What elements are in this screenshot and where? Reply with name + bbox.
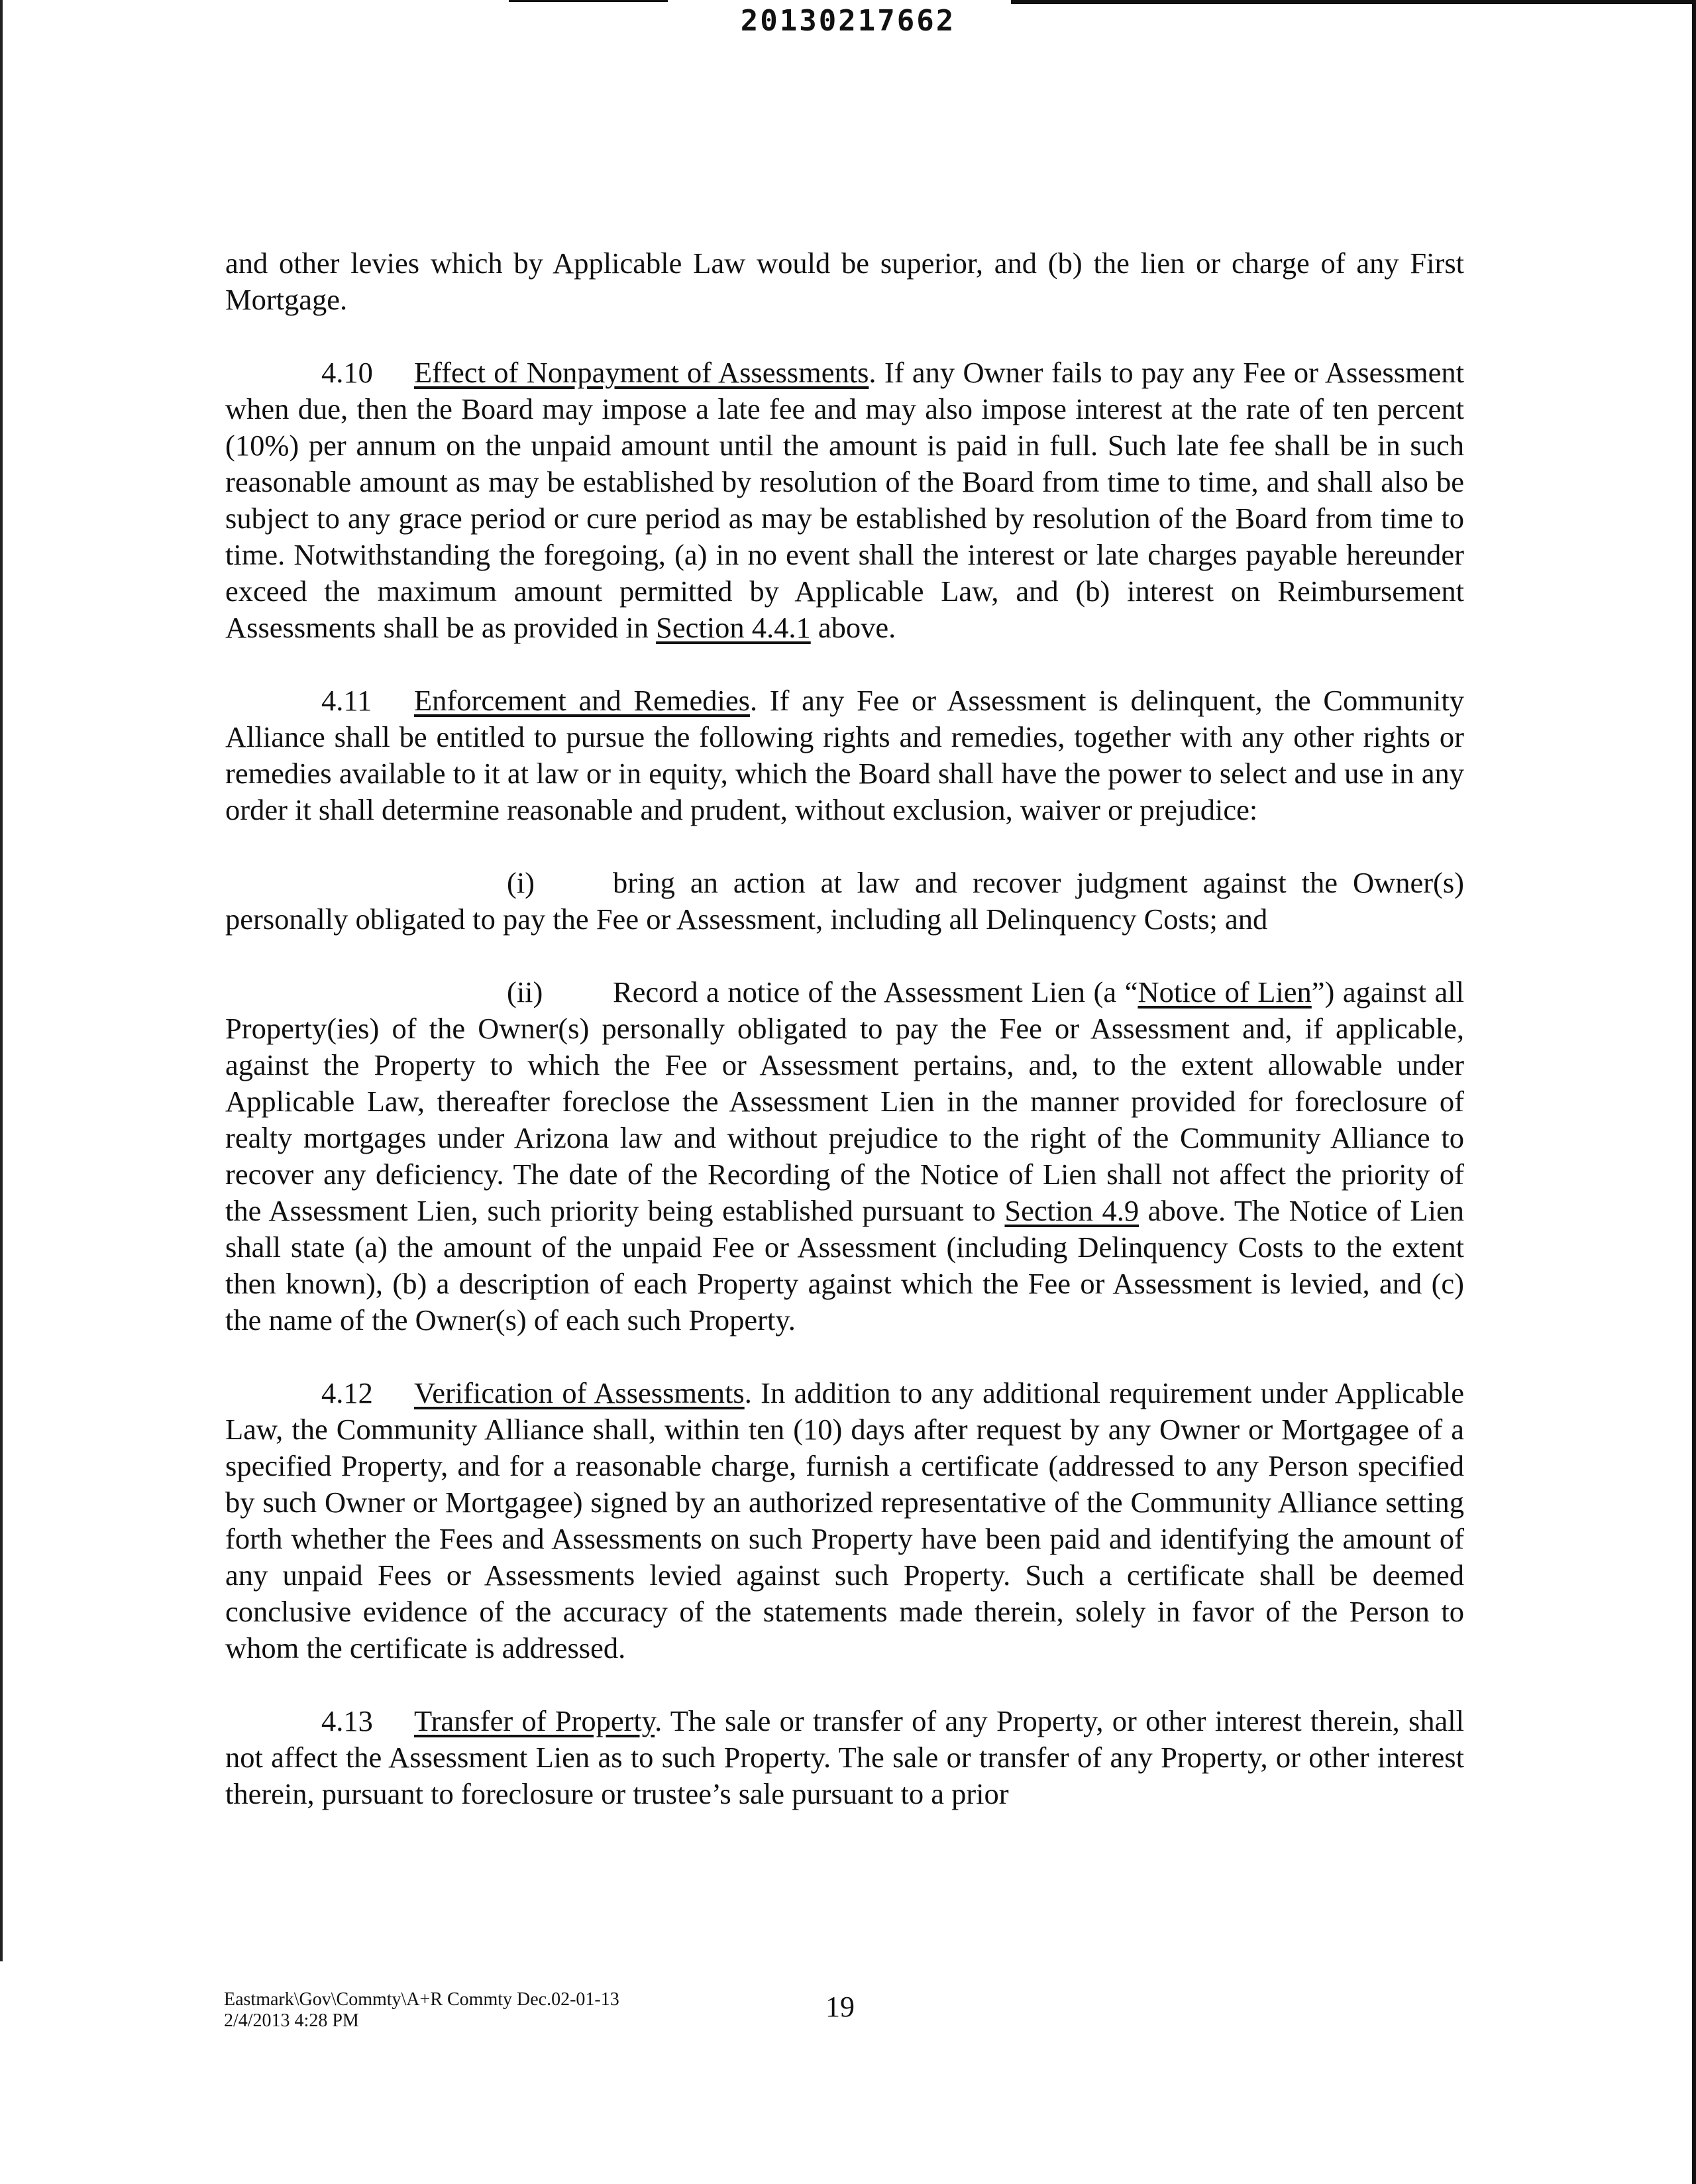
section-number: 4.12 xyxy=(321,1376,373,1409)
section-reference: Section 4.4.1 xyxy=(656,611,811,644)
section-title: Effect of Nonpayment of Assessments xyxy=(414,356,869,389)
footer-file-path: Eastmark\Gov\Commty\A+R Commty Dec.02-01-13 xyxy=(224,1989,619,2010)
section-4-10 xyxy=(225,355,1464,646)
defined-term: Notice of Lien xyxy=(1138,975,1312,1009)
section-text: . If any Owner fails to pay any Fee or Assessment when due, then the Board may impose a late fee and may also impose interest at the rate of ten percent (10%) per annum on the unpaid amount until the amount is paid in full. Such late fee shall be in such reasonable amount as may be established by resolution of the Board from time to time, and shall also be subject to any grace period or cure period as may be established by resolution of the Board from time to time. Notwithstanding the foregoing, (a) in no event shall the interest or late charges payable hereunder exceed the maximum amount permitted by Applicable Law, and (b) interest on Reimbursement Assessments shall be as provided in xyxy=(225,356,1464,644)
section-text: . If any Fee or Assessment is delinquent, the Community Alliance shall be entitled to pursue the following rights and remedies, together with any other rights or remedies available to it at law or in equity, which the Board shall have the power to select and use in any order it shall determine reasonable and prudent, without exclusion, waiver or prejudice: xyxy=(225,684,1464,826)
section-number: 4.11 xyxy=(321,684,372,717)
recording-number: 20130217662 xyxy=(740,4,956,38)
section-4-12 xyxy=(225,1375,1464,1666)
section-reference: Section 4.9 xyxy=(1004,1194,1140,1227)
item-text: bring an action at law and recover judgment against the Owner(s) personally obligated to pay the Fee or Assessment, including all Delinquency Costs; and xyxy=(225,866,1464,936)
footer-file-info xyxy=(224,1989,619,2032)
scan-top-rule-left xyxy=(509,0,668,2)
section-text-end: above. xyxy=(810,611,896,644)
scan-right-edge xyxy=(1692,0,1696,2184)
footer-timestamp: 2/4/2013 4:28 PM xyxy=(224,2010,359,2031)
section-text: . In addition to any additional requirement under Applicable Law, the Community Alliance shall, within ten (10) days after request by any Owner or Mortgagee of a specified Property, and for a reasonable charge, furnish a certificate (addressed to any Person specified by such Owner or Mortgagee) signed by an authorized representative of the Community Alliance setting forth whether the Fees and Assessments on such Property have been paid and identifying the amount of any unpaid Fees or Assessments levied against such Property. Such a certificate shall be deemed conclusive evidence of the accuracy of the statements made therein, solely in favor of the Person to whom the certificate is addressed. xyxy=(225,1376,1465,1665)
page-number: 19 xyxy=(825,1991,855,2023)
remedy-item-i xyxy=(225,865,1464,938)
section-title: Verification of Assessments xyxy=(414,1376,745,1409)
section-4-11 xyxy=(225,682,1464,828)
item-marker: (ii) xyxy=(507,975,543,1009)
remedy-item-ii xyxy=(225,974,1464,1338)
document-body xyxy=(225,245,1464,1812)
continuation-paragraph: and other levies which by Applicable Law would be superior, and (b) the lien or charge of any First Mortgage. xyxy=(225,246,1464,316)
item-marker: (i) xyxy=(507,866,535,899)
section-number: 4.13 xyxy=(321,1704,373,1737)
section-4-13 xyxy=(225,1703,1464,1812)
section-title: Transfer of Property xyxy=(414,1704,655,1737)
section-text: . The sale or transfer of any Property, or other interest therein, shall not affect the Assessment Lien as to such Property. The sale or transfer of any Property, or other interest therein, pursuant to foreclosure or trustee’s sale pursuant to a prior xyxy=(225,1704,1465,1810)
item-text: Record a notice of the Assessment Lien (a “ xyxy=(613,975,1138,1009)
item-text-end: above. The Notice of Lien shall state (a) the amount of the unpaid Fee or Assessment (including Delinquency Costs to the extent then known), (b) a description of each Property against which the Fee or Assessment is levied, and (c) the name of the Owner(s) of each such Property. xyxy=(225,1194,1464,1337)
scan-left-edge xyxy=(0,0,3,1961)
section-title: Enforcement and Remedies xyxy=(414,684,750,717)
item-text-continued: ”) against all Property(ies) of the Owner(s) personally obligated to pay the Fee or Assessment and, if applicable, against the Property to which the Fee or Assessment pertains, and, to the extent allowable under Applicable Law, thereafter foreclose the Assessment Lien in the manner provided for foreclosure of realty mortgages under Arizona law and without prejudice to the right of the Community Alliance to recover any deficiency. The date of the Recording of the Notice of Lien shall not affect the priority of the Assessment Lien, such priority being established pursuant to xyxy=(225,975,1465,1227)
section-number: 4.10 xyxy=(321,356,373,389)
